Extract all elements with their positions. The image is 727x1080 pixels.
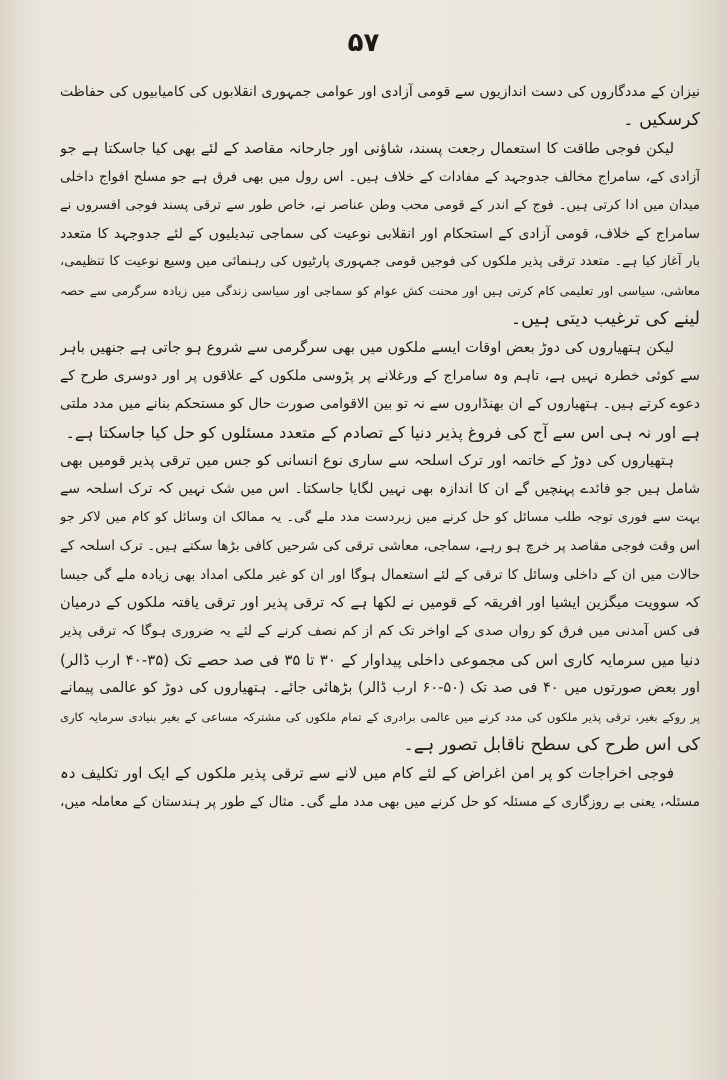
- text-line: شامل ہیں جو فائدے پہنچیں گے ان کا اندازہ بھی نہیں لگایا جاسکتا۔ اس میں شک نہیں کہ ترک اسلحہ سے: [60, 481, 700, 498]
- paragraph-3: [60, 334, 700, 448]
- urdu-text-body: [60, 78, 700, 816]
- text-line: سے کوئی خطرہ نہیں ہے، تاہم وہ سامراج کے ورغلانے پر پڑوسی ملکوں کے علاقوں پر اور دوسری طرح کے: [60, 367, 700, 384]
- text-line: پر روکے بغیر، ترقی پذیر ملکوں کی مدد کرنے میں عالمی برادری کے تمام ملکوں کی مشترکہ مساعی کے بغیر بنیادی سرمایہ کاری: [60, 709, 700, 724]
- text-line: فی کس آمدنی میں فرق کو رواں صدی کے اواخر تک کم از کم نصف کرنے کے لئے یہ ضروری ہوگا کہ ترقی پذیر: [60, 623, 700, 640]
- text-line: میدان میں ادا کرتی ہیں۔ فوج کے اندر کے قومی محب وطن عناصر نے، خاص طور سے ترقی پسند فوجی افسروں نے: [60, 197, 700, 213]
- text-line: کی اس طرح کی سطح ناقابل تصور ہے۔: [403, 734, 700, 755]
- page-number: ۵۷: [347, 28, 380, 58]
- text-line: ہتھیاروں کی دوڑ کے خاتمہ اور ترک اسلحہ سے ساری نوع انسانی کو جس میں ترقی پذیر قومیں بھی: [60, 453, 674, 470]
- paragraph-1: [60, 78, 700, 135]
- text-line: دعوے کرتے ہیں۔ ہتھیاروں کے ان بھنڈاروں سے نہ تو بین الاقوامی صورت حال کو مستحکم بنانے میں مدد ملتی: [60, 396, 700, 413]
- text-line: آزادی کے، سامراج مخالف جدوجہد کے مفادات کے خلاف ہیں۔ اس رول میں بھی فرق ہے جو مسلح افواج داخلی: [60, 169, 700, 186]
- paragraph-2: [60, 135, 700, 334]
- text-line: کہ سوویت میگزین ایشیا اور افریقہ کے قومیں نے لکھا ہے کہ ترقی پذیر اور ترقی یافتہ ملکوں کے درمیان: [60, 595, 700, 612]
- text-line: ہے اور نہ ہی اس سے آج کی فروغ پذیر دنیا کے تصادم کے متعدد مسئلوں کو حل کیا جاسکتا ہے۔: [65, 422, 700, 442]
- text-line: مسئلہ، یعنی بے روزگاری کے مسئلہ کو حل کرنے میں بھی مدد ملے گی۔ مثال کے طور پر ہندستان کے معاملہ میں،: [60, 793, 700, 810]
- text-line: بار آغاز کیا ہے۔ متعدد ترقی پذیر ملکوں کی فوجیں قومی جمہوری پارٹیوں کی رہنمائی میں وسیع نوعیت کا تنظیمی،: [60, 254, 700, 270]
- text-line: نیزان کے مددگاروں کی دست اندازیوں سے قومی آزادی اور عوامی جمہوری انقلابوں کی کامیابیوں کی حفاظت: [60, 84, 700, 100]
- text-line: کرسکیں ۔: [623, 110, 700, 131]
- text-line: لیکن ہتھیاروں کی دوڑ بعض اوقات ایسے ملکوں میں بھی سرگرمی سے شروع ہو جاتی ہے جنھیں باہر: [60, 339, 674, 356]
- text-line: بہت سے فوری توجہ طلب مسائل کو حل کرنے میں زبردست مدد ملے گی۔ یہ ممالک ان وسائل کو کام میں لاکر جو: [60, 509, 700, 525]
- text-line: معاشی، سیاسی اور تعلیمی کام کرتی ہیں اور محنت کش عوام کو سماجی اور سیاسی زندگی میں زیادہ سرگرمی سے حصہ: [60, 283, 700, 298]
- paragraph-5: [60, 759, 700, 816]
- text-line: سامراج کے خلاف، قومی آزادی کے استحکام اور انقلابی نوعیت کی سماجی تبدیلیوں کے لئے جدوجہد کا متعدد: [60, 225, 700, 242]
- text-line: دنیا میں سرمایہ کاری اس کی مجموعی داخلی پیداوار کے ۳۰ تا ۳۵ فی صد حصے تک (۳۵-۴۰ ارب ڈالر): [60, 650, 700, 669]
- paragraph-4: [60, 447, 700, 759]
- text-line: حالات میں ان کے داخلی وسائل کا ترقی کے لئے استعمال ہوگا اور ان کو غیر ملکی امداد بھی زیادہ ملے گی جیسا: [60, 566, 700, 583]
- text-line: فوجی اخراجات کو پر امن اغراض کے لئے کام میں لانے سے ترقی پذیر ملکوں کے ایک اور تکلیف دہ: [60, 764, 674, 783]
- text-line: اس وقت فوجی مقاصد پر خرچ ہو رہے، سماجی، معاشی ترقی کی شرحیں کافی بڑھا سکتے ہیں۔ ترک اسلحہ کے: [60, 538, 700, 555]
- text-line: لینے کی ترغیب دیتی ہیں۔: [510, 309, 700, 330]
- text-line: اور بعض صورتوں میں ۴۰ فی صد تک (۵۰-۶۰ ارب ڈالر) بڑھائی جائے۔ ہتھیاروں کی دوڑ کو عالمی پیمانے: [60, 680, 700, 697]
- text-line: لیکن فوجی طاقت کا استعمال رجعت پسند، شاؤنی اور جارحانہ مقاصد کے لئے بھی کیا جاسکتا ہے جو: [60, 140, 674, 157]
